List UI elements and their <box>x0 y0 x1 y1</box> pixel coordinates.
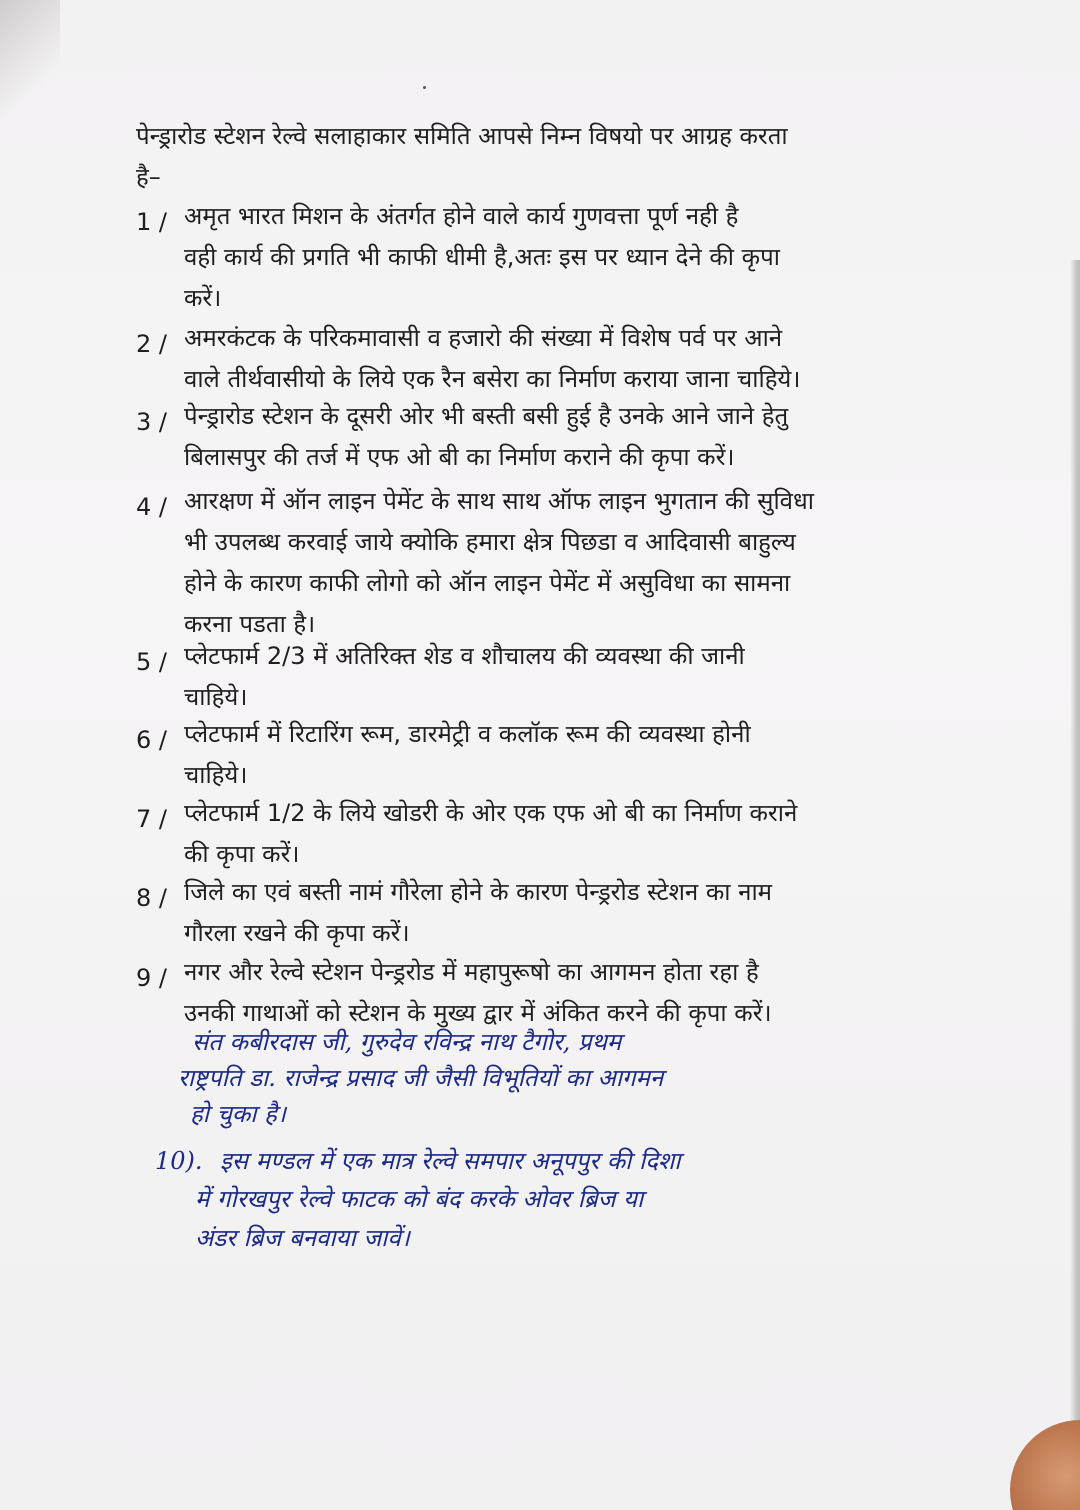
item-line: की कृपा करें। <box>184 840 300 868</box>
item-line: अमरकंटक के परिकमावासी व हजारो की संख्या में विशेष पर्व पर आने <box>184 324 783 352</box>
item-line: अमृत भारत मिशन के अंतर्गत होने वाले कार्य गुणवत्ता पूर्ण नही है <box>184 202 739 230</box>
item-line: प्लेटफार्म 1/2 के लिये खोडरी के ओर एक एफ ओ बी का निर्माण कराने <box>184 799 798 827</box>
handwritten-item-10-line-3: अंडर ब्रिज बनवाया जावें। <box>195 1224 410 1252</box>
handwritten-line-1: संत कबीरदास जी, गुरुदेव रविन्द्र नाथ टैगोर, प्रथम <box>192 1028 622 1056</box>
item-line: भी उपलब्ध करवाई जाये क्योकि हमारा क्षेत्र पिछडा व आदिवासी बाहुल्य <box>184 528 796 556</box>
page-fold-shadow <box>0 0 60 120</box>
intro-paragraph <box>136 120 976 193</box>
item-line: प्लेटफार्म 2/3 में अतिरिक्त शेड व शौचालय की व्यवस्था की जानी <box>184 642 745 670</box>
intro-line-2: है– <box>136 163 161 191</box>
item-line: प्लेटफार्म में रिटारिंग रूम, डारमेट्री व कलॉक रूम की व्यवस्था होनी <box>184 720 751 748</box>
item-line: करना पडता है। <box>184 610 316 638</box>
item-line: नगर और रेल्वे स्टेशन पेन्ड्ररोड में महापुरूषो का आगमन होता रहा है <box>184 958 759 986</box>
handwritten-item-10-number: 10). <box>155 1147 203 1175</box>
item-line: गौरला रखने की कृपा करें। <box>184 919 410 947</box>
handwritten-item-10-line-2: में गोरखपुर रेल्वे फाटक को बंद करके ओवर ब्रिज या <box>195 1185 644 1213</box>
item-line: आरक्षण में ऑन लाइन पेमेंट के साथ साथ ऑफ लाइन भुगतान की सुविधा <box>184 487 814 515</box>
handwritten-line-3: हो चुका है। <box>190 1100 286 1128</box>
item-line: बिलासपुर की तर्ज में एफ ओ बी का निर्माण कराने की कृपा करें। <box>184 443 735 471</box>
item-line: चाहिये। <box>184 761 248 789</box>
coin <box>1010 1420 1080 1510</box>
page-edge-shadow <box>1070 260 1080 1510</box>
item-line: उनकी गाथाओं को स्टेशन के मुख्य द्वार में अंकित करने की कृपा करें। <box>184 999 772 1027</box>
handwritten-item-10-line-1: इस मण्डल में एक मात्र रेल्वे समपार अनूपपुर की दिशा <box>220 1147 681 1175</box>
item-number: 6 / <box>136 726 167 754</box>
item-number: 4 / <box>136 493 167 521</box>
item-number: 2 / <box>136 330 167 358</box>
item-line: जिले का एवं बस्ती नामं गौरेला होने के कारण पेन्ड्ररोड स्टेशन का नाम <box>184 878 773 906</box>
item-line: वाले तीर्थवासीयो के लिये एक रैन बसेरा का निर्माण कराया जाना चाहिये। <box>184 365 801 393</box>
item-number: 7 / <box>136 805 167 833</box>
item-line: पेन्ड्रारोड स्टेशन के दूसरी ओर भी बस्ती बसी हुई है उनके आने जाने हेतु <box>184 402 789 430</box>
intro-line-1: पेन्ड्रारोड स्टेशन रेल्वे सलाहाकार समिति आपसे निम्न विषयो पर आग्रह करता <box>136 122 788 150</box>
handwritten-line-2: राष्ट्रपति डा. राजेन्द्र प्रसाद जी जैसी विभूतियों का आगमन <box>178 1064 664 1092</box>
item-number: 3 / <box>136 408 167 436</box>
item-line: करें। <box>184 284 222 312</box>
item-line: चाहिये। <box>184 683 248 711</box>
item-line: होने के कारण काफी लोगो को ऑन लाइन पेमेंट में असुविधा का सामना <box>184 569 791 597</box>
item-number: 8 / <box>136 884 167 912</box>
item-number: 1 / <box>136 208 167 236</box>
item-number: 9 / <box>136 964 167 992</box>
item-number: 5 / <box>136 648 167 676</box>
ink-dot <box>423 86 426 89</box>
item-line: वही कार्य की प्रगति भी काफी धीमी है,अतः इस पर ध्यान देने की कृपा <box>184 243 780 271</box>
